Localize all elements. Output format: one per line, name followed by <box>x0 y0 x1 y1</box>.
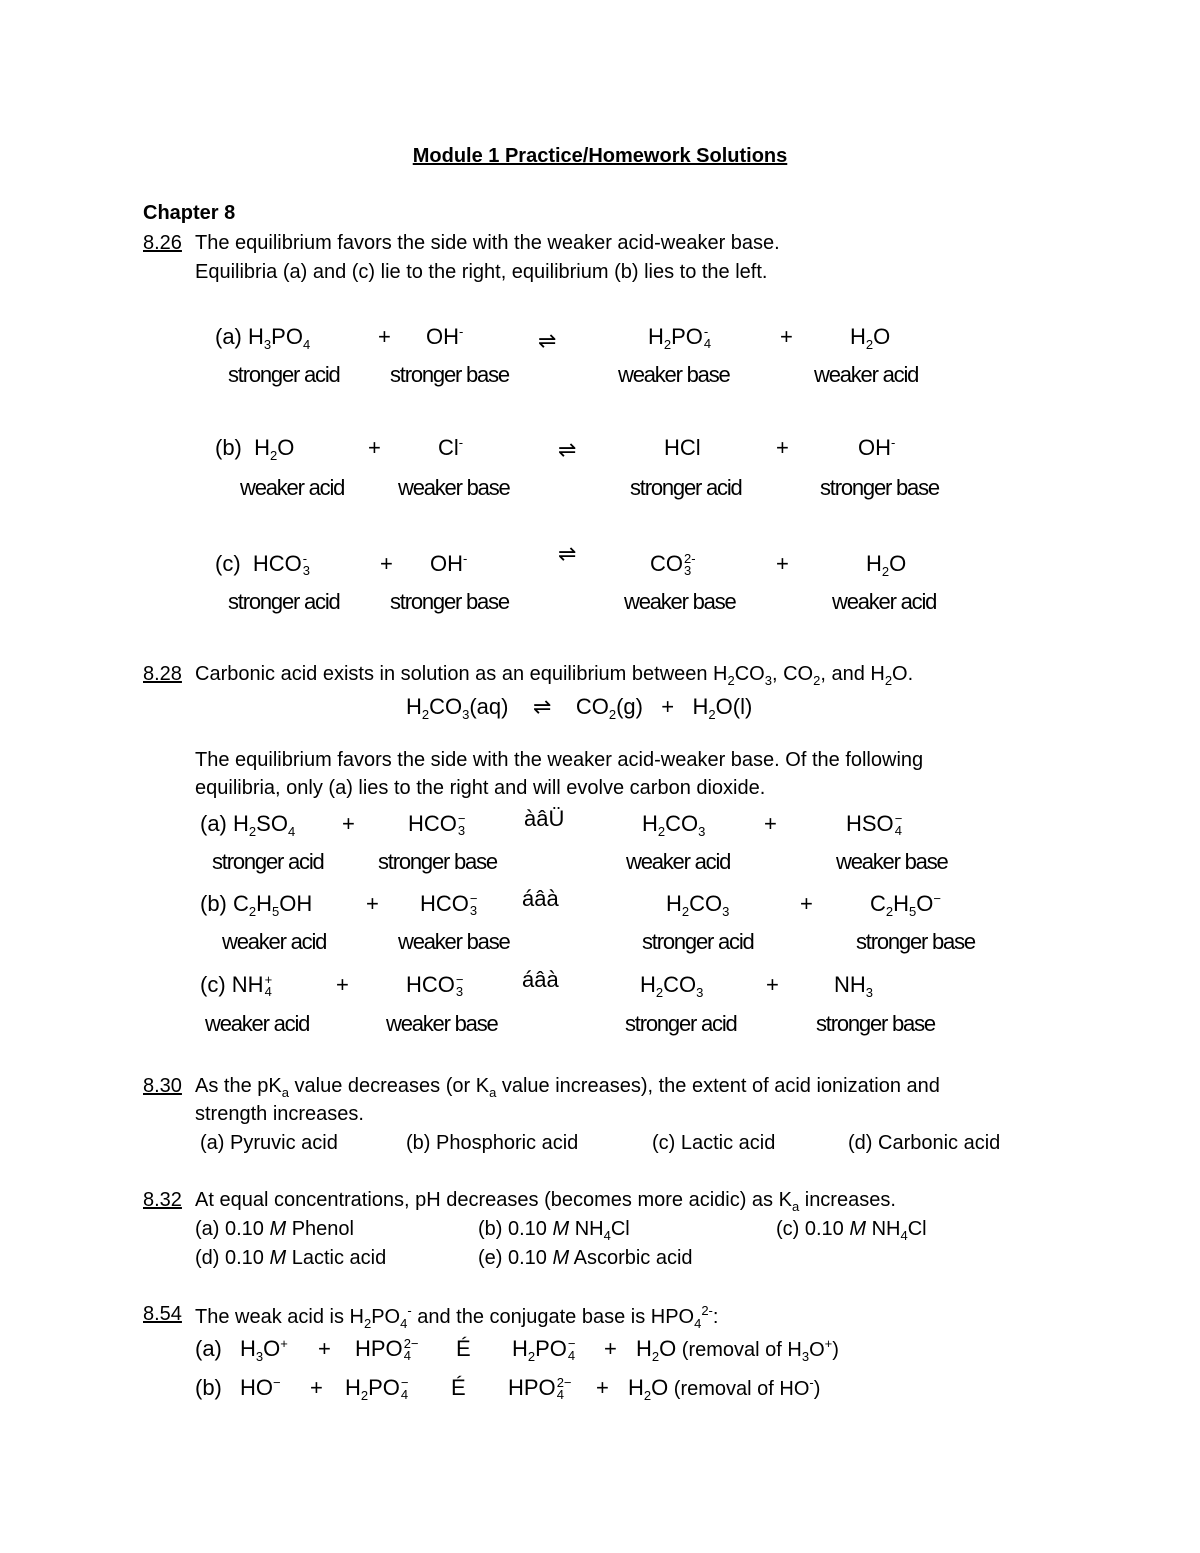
plus-sign: + <box>604 1336 617 1361</box>
label-stronger-base: stronger base <box>378 849 497 874</box>
problem-8-54-line-1: The weak acid is $H_2PO_4^-$ and the conjugate base is $HPO_4^{2-}$: <box>195 1303 719 1331</box>
equilibrium-arrow: ⇌ <box>532 694 552 719</box>
eq-854a-reactant-2: HPO 2− 4 <box>355 1336 419 1364</box>
equilibrium-arrow: áâà <box>522 886 559 911</box>
label-stronger-base: stronger base <box>856 929 975 954</box>
eq-854a-product-2: $H_2O$ (removal of $H_3O^+$) <box>636 1336 839 1364</box>
eq-828c-reactant-1: (c) NH + 4 <box>200 972 273 1000</box>
answer-8-32-c: (c) 0.10 M $NH_4Cl$ <box>776 1218 927 1243</box>
plus-sign: + <box>764 811 777 836</box>
eq-828b-product-1: $H_2CO_3$ <box>666 891 730 919</box>
problem-number-8-54: 8.54 <box>143 1303 182 1325</box>
eq-826c-reactant-2: OH- <box>430 551 468 576</box>
problem-number-8-30: 8.30 <box>143 1075 182 1097</box>
eq-828a-reactant-2: HCO − 3 <box>408 811 466 839</box>
label-weaker-acid: weaker acid <box>626 849 731 874</box>
eq-828b-product-2: $C_2H_5O^-$ <box>870 891 941 919</box>
label-stronger-acid: stronger acid <box>642 929 754 954</box>
problem-number-8-28: 8.28 <box>143 663 182 685</box>
plus-sign: + <box>368 435 381 460</box>
eq-826a-reactant-2: OH- <box>426 324 464 349</box>
eq-854b-reactant-1: HO− <box>240 1375 281 1400</box>
equilibrium-arrow: áâà <box>522 967 559 992</box>
carbonic-acid-equation: $H_2CO_3(aq)$ ⇌ $CO_2(g)$ + $H_2O(l)$ <box>406 694 753 722</box>
eq-854a-label: (a) <box>195 1336 222 1361</box>
label-stronger-acid: stronger acid <box>625 1011 737 1036</box>
plus-sign: + <box>378 324 391 349</box>
plus-sign: + <box>336 972 349 997</box>
equilibrium-arrow: É <box>456 1336 471 1361</box>
plus-sign: + <box>596 1375 609 1400</box>
problem-number-8-32: 8.32 <box>143 1189 182 1211</box>
label-weaker-base: weaker base <box>618 362 730 387</box>
answer-8-30-d: (d) Carbonic acid <box>848 1132 1001 1154</box>
eq-828b-reactant-2: HCO − 3 <box>420 891 478 919</box>
label-weaker-base: weaker base <box>624 589 736 614</box>
label-weaker-acid: weaker acid <box>832 589 937 614</box>
label-stronger-acid: stronger acid <box>212 849 324 874</box>
label-stronger-base: stronger base <box>390 362 509 387</box>
equilibrium-arrow: ⇌ <box>558 437 577 462</box>
label-weaker-acid: weaker acid <box>222 929 327 954</box>
plus-sign: + <box>380 551 393 576</box>
eq-826c-reactant-1: (c) HCO - 3 <box>215 551 311 579</box>
answer-8-32-e: (e) 0.10 M Ascorbic acid <box>478 1247 693 1269</box>
label-weaker-base: weaker base <box>398 929 510 954</box>
label-weaker-base: weaker base <box>836 849 948 874</box>
eq-854b-product-2: $H_2O$ (removal of HO-) <box>628 1375 821 1403</box>
eq-854a-reactant-1: $H_3O^+$ <box>240 1336 288 1364</box>
label-weaker-base: weaker base <box>398 475 510 500</box>
eq-826c-product-1: CO 2- 3 <box>650 551 696 579</box>
eq-828c-product-2: $NH_3$ <box>834 972 874 1000</box>
problem-number-8-26: 8.26 <box>143 232 182 254</box>
answer-8-30-c: (c) Lactic acid <box>652 1132 776 1154</box>
eq-828b-reactant-1: (b) $C_2H_5OH$ <box>200 891 313 919</box>
eq-828a-product-1: $H_2CO_3$ <box>642 811 706 839</box>
problem-8-28-line-1: Carbonic acid exists in solution as an equilibrium between $H_2CO_3$, $CO_2$, and $H_2O$. <box>195 663 914 688</box>
eq-828c-reactant-2: HCO − 3 <box>406 972 464 1000</box>
plus-sign: + <box>342 811 355 836</box>
plus-sign: + <box>800 891 813 916</box>
problem-8-30-line-2: strength increases. <box>195 1103 364 1125</box>
answer-8-30-a: (a) Pyruvic acid <box>200 1132 338 1154</box>
label-weaker-acid: weaker acid <box>814 362 919 387</box>
eq-854b-label: (b) <box>195 1375 222 1400</box>
page-title: Module 1 Practice/Homework Solutions <box>412 145 788 167</box>
eq-826b-reactant-2: Cl- <box>438 435 464 460</box>
label-weaker-acid: weaker acid <box>205 1011 310 1036</box>
equilibrium-arrow: É <box>451 1375 466 1400</box>
eq-826c-product-2: $H_2O$ <box>866 551 907 579</box>
plus-sign: + <box>318 1336 331 1361</box>
label-stronger-acid: stronger acid <box>228 362 340 387</box>
label-stronger-base: stronger base <box>390 589 509 614</box>
eq-854a-product-1: $H_2PO$ − 4 <box>512 1336 576 1364</box>
eq-828a-reactant-1: (a) $H_2SO_4$ <box>200 811 296 839</box>
eq-826b-product-1: HCl <box>664 435 701 460</box>
problem-8-32-line-1: At equal concentrations, pH decreases (becomes more acidic) as $K_a$ increases. <box>195 1189 896 1214</box>
eq-826a-reactant-1: (a) $H_3PO_4$ <box>215 324 311 352</box>
answer-8-32-a: (a) 0.10 M Phenol <box>195 1218 354 1240</box>
answer-8-32-b: (b) 0.10 M $NH_4Cl$ <box>478 1218 630 1243</box>
problem-8-26-line-1: The equilibrium favors the side with the weaker acid-weaker base. <box>195 232 780 254</box>
chapter-heading: Chapter 8 <box>143 202 236 224</box>
eq-854b-product-1: HPO 2− 4 <box>508 1375 572 1403</box>
label-stronger-base: stronger base <box>820 475 939 500</box>
label-weaker-acid: weaker acid <box>240 475 345 500</box>
eq-828c-product-1: $H_2CO_3$ <box>640 972 704 1000</box>
plus-sign: + <box>776 435 789 460</box>
label-stronger-acid: stronger acid <box>228 589 340 614</box>
eq-828a-product-2: HSO − 4 <box>846 811 903 839</box>
label-stronger-acid: stronger acid <box>630 475 742 500</box>
plus-sign: + <box>776 551 789 576</box>
equilibrium-arrow: ⇌ <box>538 328 557 353</box>
eq-854b-reactant-2: $H_2PO$ − 4 <box>345 1375 409 1403</box>
answer-8-30-b: (b) Phosphoric acid <box>406 1132 579 1154</box>
eq-826b-product-2: OH- <box>858 435 896 460</box>
plus-sign: + <box>310 1375 323 1400</box>
answer-8-32-d: (d) 0.10 M Lactic acid <box>195 1247 387 1269</box>
eq-826a-product-1: $H_2PO$ - 4 <box>648 324 712 352</box>
eq-826a-product-2: $H_2O$ <box>850 324 891 352</box>
label-stronger-base: stronger base <box>816 1011 935 1036</box>
plus-sign: + <box>766 972 779 997</box>
eq-826b-reactant-1: (b) $H_2O$ <box>215 435 295 463</box>
plus-sign: + <box>780 324 793 349</box>
problem-8-28-line-2: The equilibrium favors the side with the weaker acid-weaker base. Of the following <box>195 749 924 771</box>
label-weaker-base: weaker base <box>386 1011 498 1036</box>
equilibrium-arrow: ⇌ <box>558 541 577 566</box>
problem-8-26-line-2: Equilibria (a) and (c) lie to the right, equilibrium (b) lies to the left. <box>195 261 768 283</box>
problem-8-30-line-1: As the $pK_a$ value decreases (or $K_a$ value increases), the extent of acid ionization and <box>195 1075 940 1100</box>
plus-sign: + <box>366 891 379 916</box>
problem-8-28-line-3: equilibria, only (a) lies to the right and will evolve carbon dioxide. <box>195 777 766 799</box>
equilibrium-arrow: àâÜ <box>524 806 565 831</box>
